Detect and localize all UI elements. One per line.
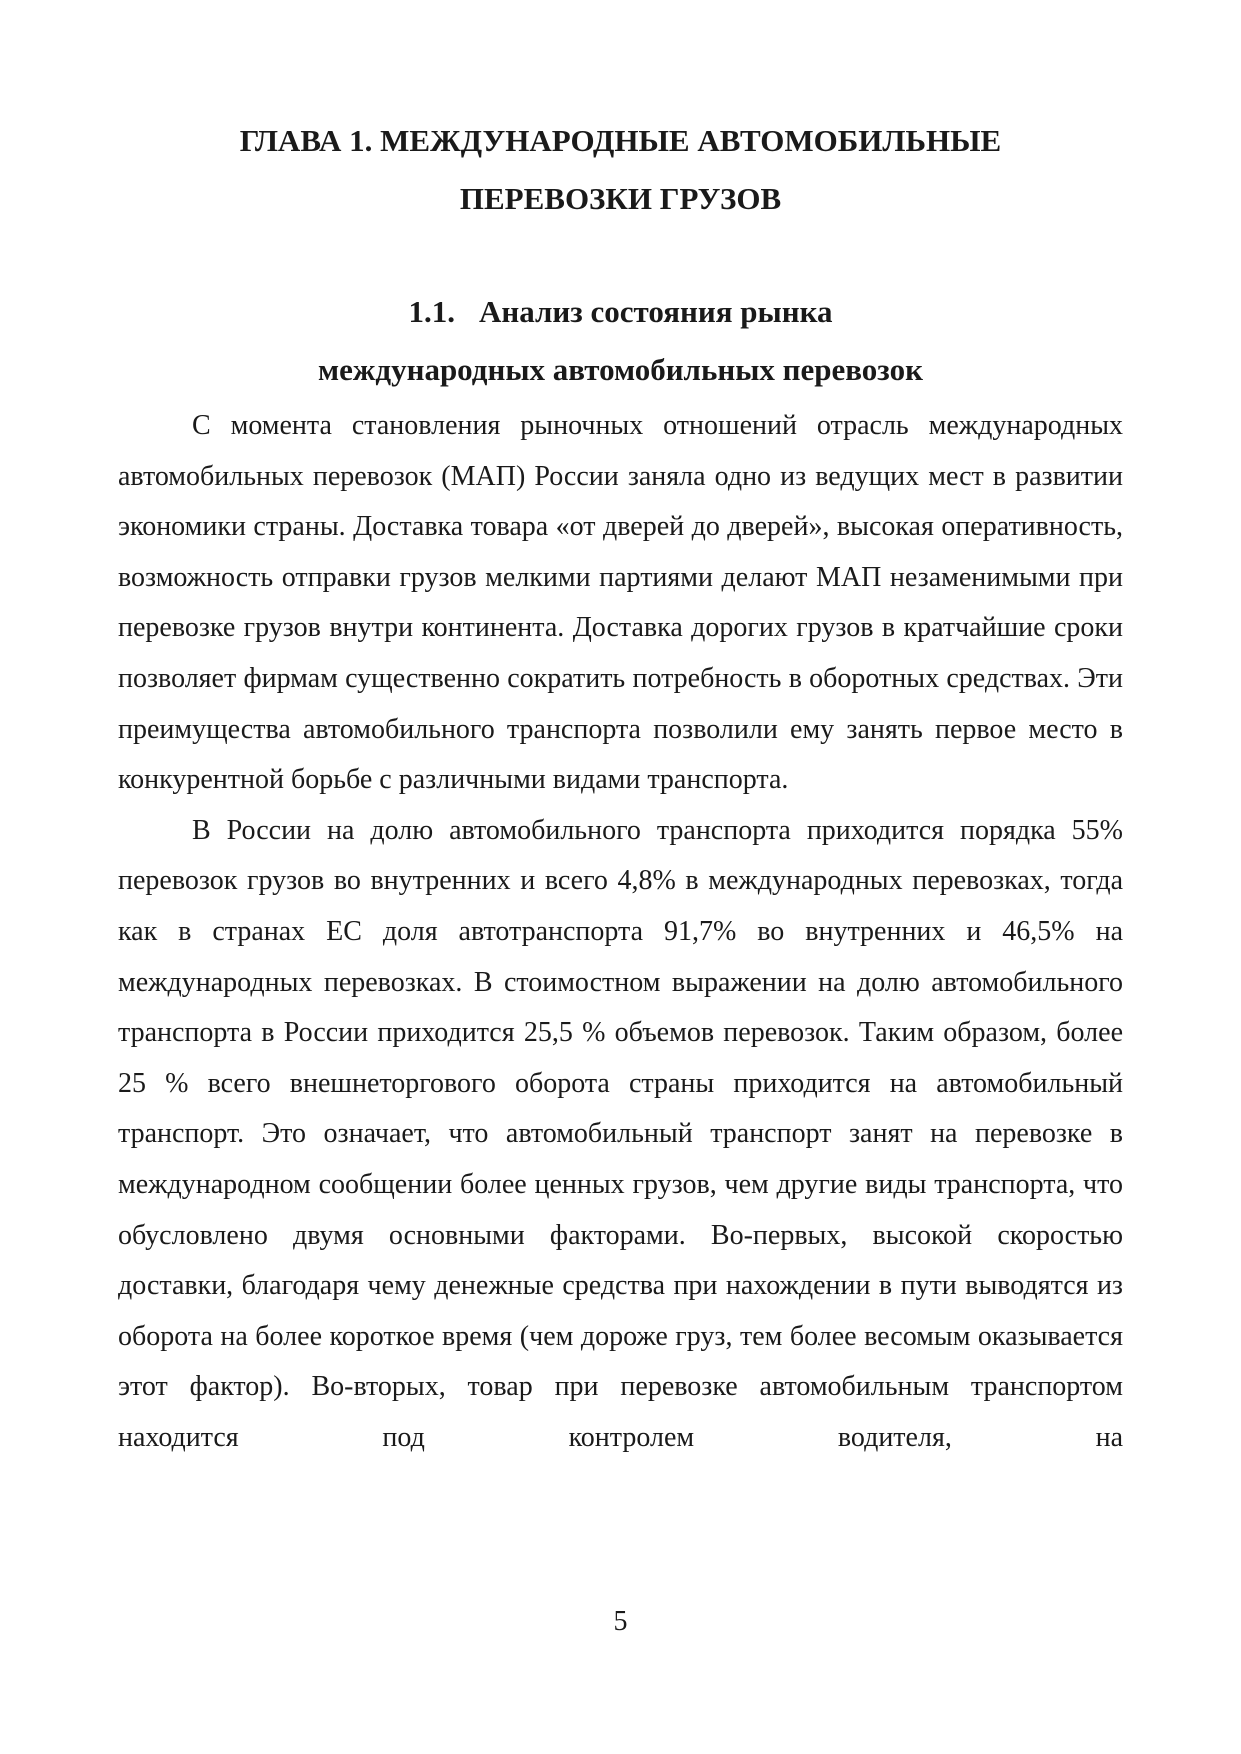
chapter-title	[118, 112, 1123, 228]
section-title-text-1: Анализ состояния рынка	[479, 294, 833, 329]
body-text	[118, 401, 1123, 1463]
page-number: 5	[613, 1606, 628, 1637]
section-title-line-2: международных автомобильных перевозок	[318, 352, 923, 387]
chapter-title-line-1: ГЛАВА 1. МЕЖДУНАРОДНЫЕ АВТОМОБИЛЬНЫЕ	[239, 123, 1002, 158]
paragraph-1: С момента становления рыночных отношений отрасль международных автомобильных перевозок (МАП) России заняла одно из ведущих мест в развитии экономики страны. Доставка товара «от дверей до дверей», высокая оперативность, возможность отправки грузов мелкими партиями делают МАП незаменимыми при перевозке грузов внутри континента. Доставка дорогих грузов в кратчайшие сроки позволяет фирмам существенно сократить потребность в оборотных средствах. Эти преимущества автомобильного транспорта позволили ему занять первое место в конкурентной борьбе с различными видами транспорта.	[118, 410, 1123, 796]
paragraph-2: В России на долю автомобильного транспорта приходится порядка 55% перевозок грузов во внутренних и всего 4,8% в международных перевозках, тогда как в странах ЕС доля автотранспорта 91,7% во внутренних и 46,5% на международных перевозках. В стоимостном выражении на долю автомобильного транспорта в России приходится 25,5 % объемов перевозок. Таким образом, более 25 % всего внешнеторгового оборота страны приходится на автомобильный транспорт. Это означает, что автомобильный транспорт занят на перевозке в международном сообщении более ценных грузов, чем другие виды транспорта, что обусловлено двумя основными факторами. Во-первых, высокой скоростью доставки, благодаря чему денежные средства при нахождении в пути выводятся из оборота на более короткое время (чем дороже груз, тем более весомым оказывается этот фактор). Во-вторых, товар при перевозке автомобильным транспортом находится под контролем водителя, на	[118, 814, 1123, 1453]
chapter-title-line-2: ПЕРЕВОЗКИ ГРУЗОВ	[459, 181, 782, 216]
section-number: 1.1.	[408, 294, 456, 329]
section-title-line-1	[118, 283, 1123, 341]
section-title	[118, 283, 1123, 399]
